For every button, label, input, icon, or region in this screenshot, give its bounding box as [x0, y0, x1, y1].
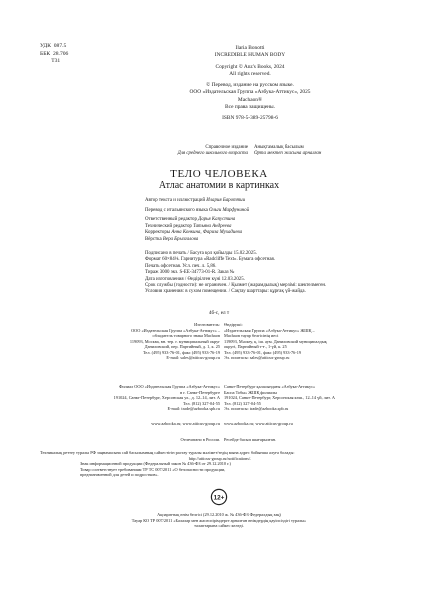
age-rating-text: 12+ — [213, 494, 225, 502]
print-type: Печать офсетная. Усл. печ. л. 5,86. — [145, 263, 217, 269]
filial-ru — [40, 384, 220, 412]
udk-bbk-codes — [40, 43, 68, 66]
age-rating-icon — [210, 488, 228, 506]
storage-conditions: Условия хранения: в сухом помещении. / Сақтау шарттары: құрғақ үй-жайда. — [145, 289, 306, 295]
credits-block — [145, 198, 249, 244]
manufacture-date: Дата изготовления / Өндірілген күні 12.03.2025. — [145, 276, 245, 282]
filial-phone: Тел. (812) 327-04-55 — [183, 400, 220, 406]
filial-city-kz: Баспа Тобы» ЖШҚ филиалы — [224, 389, 277, 395]
manufacturer-name-kz: «Издательская Группа «Азбука-Аттикус» ЖШҚ – — [224, 327, 315, 333]
filial-city: в г. Санкт-Петербурге — [180, 389, 220, 395]
udk-code: УДК 087.5 — [40, 43, 67, 49]
signed-to-print: Подписано в печать / Басуға қол қойылды 15.02.2025. — [145, 251, 257, 256]
filial-address-kz: 191024, Санкт-Петербург, Херсонская көш., 12–14 үй, лит. А — [224, 395, 335, 401]
tr-ts-compliance-cont: предназначенной для детей и подростков». — [80, 472, 159, 478]
manufacturer-label: Изготовитель: — [194, 322, 220, 327]
book-subtitle: Атлас анатомии в картинках — [158, 180, 280, 191]
manufacturer-ru — [40, 322, 220, 361]
manufacturer-address-1-kz: 119093, Мәскеу, қ. іш. аум. Даниловский муниципалдық — [224, 338, 327, 344]
rights-reserved: All rights reserved. — [229, 70, 271, 77]
filial-email: E-mail: trade@azbooka.spb.ru — [167, 406, 220, 412]
credit-author: Автор текста и иллюстраций Илария Бароттии — [145, 198, 246, 203]
original-title: INCREDIBLE HUMAN BODY — [214, 52, 286, 59]
bbk-code: ББК 28.706 — [40, 50, 69, 57]
tr-ts-compliance: Товар соответствует требованиям ТР ТС 007/2011 «О безопасности продукции, — [80, 466, 226, 472]
format-line: Формат 60×84⅛. Гарнитура «Radcliffe Text». Бумага офсетная. — [145, 257, 276, 263]
compliance-notes — [40, 450, 400, 478]
manufacturer-address-2-kz: округі, Партийный т-ғ., 1-үй, к. 25 — [224, 344, 287, 350]
print-details — [145, 251, 326, 296]
ru-translation-copyright: © Перевод, издание на русском языке. — [206, 82, 294, 89]
copyright-block — [130, 45, 370, 123]
credit-responsible-editor: Ответственный редактор Дарья Капустина — [145, 217, 236, 223]
website-kz: www.azbooka.ru; www.atticus-group.ru — [224, 421, 293, 426]
manufacturer-email-kz: Эл. поштасы: sales@atticus-group.ru — [224, 355, 290, 361]
manufacturer-phone-kz: Тел. (495) 933-76-01, факс (495) 933-76-19 — [224, 349, 302, 355]
manufacturer-kz — [224, 322, 404, 361]
filial-email-kz: Эл. поштасы: trade@azbooka.spb.ru — [224, 406, 289, 412]
book-title: ТЕЛО ЧЕЛОВЕКА — [170, 168, 268, 180]
edition-type-kz: Анықтамалық басылым — [254, 145, 304, 150]
manufacturer-trademark-kz: Machaon тауар белгісінің иесі — [224, 333, 279, 339]
kz-tr-ts-line: Тауар КО ТР 007/2011 «Балалар мен жасөспірімдерге арналған өнімдердің қауіпсіздігі туралы» — [131, 517, 307, 523]
credit-layout: Вёрстка Вера Брызгалова — [145, 237, 199, 243]
notifications-url: http://atticus-group.ru/notifications/. — [188, 455, 252, 461]
kz-info-mark-law: Ақпараттық өнім белгісі (29.12.2010 ж. № 436-ФЗ Федералдық заң) — [157, 512, 281, 517]
printed-in-russia-kz: Ресейде басып шығарылған. — [224, 437, 277, 442]
isbn: ISBN 978-5-389-25798-6 — [222, 115, 278, 122]
info-product-mark-law: Знак информационной продукции (Федеральный закон № 436-ФЗ от 29.12.2010 г.) — [80, 461, 231, 467]
manufacturer-trademark: обладатель товарного знака Machaon — [152, 333, 220, 339]
ru-rights-reserved: Все права защищены. — [225, 104, 275, 111]
manufacturer-name: ООО «Издательская Группа «Азбука-Аттикус» – — [131, 327, 220, 333]
printed-in-russia: Отпечатано в России. — [180, 437, 220, 442]
age-code: 4б-с, ел т — [208, 310, 230, 316]
credit-technical-editor: Технический редактор Татьяна Андреева — [145, 223, 232, 229]
author-mark: Т31 — [40, 58, 61, 65]
filial-name: Филиал ООО «Издательская Группа «Азбука-Аттикус» — [118, 384, 220, 389]
kz-compliance-footer — [60, 512, 378, 529]
print-run: Тираж 3000 экз. S-EE-34773-01-R. Заказ № — [145, 270, 235, 276]
shelf-life: Срок службы (годности): не ограничен. / Қызмет (жарамдылық) мерзімі: шектелмеген. — [145, 282, 327, 288]
credit-proofreaders: Корректоры Анна Конкина, Фариза Мухадиева — [145, 230, 243, 236]
manufacturer-label-kz: Өндіруші: — [224, 322, 243, 327]
credit-translation: Перевод с итальянского языка Ольги Марфуниной — [145, 207, 250, 213]
imprint-brand: Machaon® — [237, 96, 263, 103]
edition-type-ru: Справочное издание — [205, 145, 248, 150]
filial-kz — [224, 384, 404, 412]
conformity-info: Техникалық реттеу туралы РФ заңнамасына сай басылымның сәйкестігін растау туралы мәлімет/тедің мына адрес бойынша алуға болады: — [40, 450, 295, 455]
age-group-ru: Для среднего школьного возраста — [177, 151, 248, 157]
manufacturer-address-2: Даниловский, пер. Партийный, д. 1, к. 25 — [144, 344, 220, 350]
filial-phone-kz: Тел. (812) 327-04-55 — [224, 400, 261, 406]
original-author: Ilaria Bonotti — [235, 45, 265, 51]
manufacturer-email: E-mail: sales@atticus-group.ru — [166, 355, 220, 361]
age-rating-mark — [210, 488, 228, 508]
ru-publisher-copyright: ООО «Издательская Группа «Азбука-Аттикус», 2025 — [189, 89, 311, 96]
website-ru: www.azbooka.ru; www.atticus-group.ru — [151, 421, 220, 426]
manufacturer-address-1: 119093, Москва, вн. тер. г. муниципальный округ — [129, 338, 220, 344]
manufacturer-phone: Тел. (495) 933-76-01, факс (495) 933-76-19 — [142, 349, 220, 355]
filial-name-kz: Санкт-Петербург қаласындағы «Азбука-Аттикус» — [224, 384, 316, 389]
filial-address: 191024, Санкт-Петербург, Херсонская ул., д. 12–14, лит. А — [113, 395, 220, 401]
copyright-line: Copyright © Anz's Books, 2024 — [215, 63, 285, 70]
age-group-kz: Орта мектеп жасына арналған — [254, 151, 322, 157]
kz-tr-ts-line-2: талаптарына сәйкес келеді. — [194, 523, 244, 529]
